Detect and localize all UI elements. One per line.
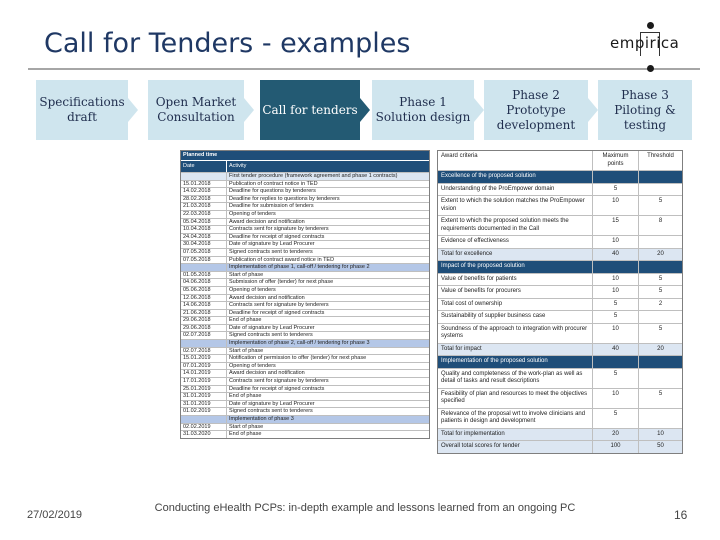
planned-activity-cell: Signed contracts sent to tenderers [229,332,313,339]
planned-activity-cell: Date of signature by Lead Procurer [229,400,315,407]
planned-time-row [181,385,429,393]
threshold-cell [639,184,682,196]
planned-time-row [181,263,429,271]
maximum-points-cell: 10 [593,389,639,408]
phase-label: Call for tenders [262,102,358,117]
phase-call-for-tenders [260,80,360,140]
award-criteria-row [438,273,682,286]
phase-arrow-icon [360,98,370,122]
planned-date-cell: 02.07.2018 [181,348,227,355]
slide-title: Call for Tenders - examples [44,28,411,59]
planned-time-row [181,415,429,423]
planned-activity-cell: Notification of permission to offer (tender) for next phase [229,355,367,362]
planned-date-cell: 29.06.2018 [181,317,227,324]
planned-time-row [181,202,429,210]
threshold-cell: 8 [658,218,663,224]
maximum-points-cell: 20 [593,429,639,441]
maximum-points-cell: 10 [593,196,639,215]
planned-activity-cell: First tender procedure (framework agreement and phase 1 contracts) [229,173,398,179]
phase-3-piloting-testing [598,80,692,140]
maximum-points-cell: 15 [593,216,639,235]
planned-activity-cell: Implementation of phase 3 [229,416,294,422]
maximum-points-cell: 5 [593,299,639,311]
award-criterion-cell: Total for impact [438,344,593,356]
planned-date-cell [181,173,227,180]
planned-activity-cell: Publication of contract notice in TED [229,180,318,187]
award-criteria-row [438,388,682,408]
award-criterion-cell: Value of benefits for procurers [438,286,593,298]
phase-label: Specifications draft [39,95,125,124]
page-number: 16 [674,508,688,522]
planned-date-cell: 14.01.2019 [181,370,227,377]
planned-date-cell: 14.06.2018 [181,302,227,309]
threshold-cell [639,311,682,323]
planned-time-row [181,369,429,377]
award-criterion-cell: Relevance of the proposal wrt to involve clinicians and patients in design and development [438,409,593,428]
threshold-cell: 2 [658,300,663,307]
award-criteria-row [438,343,682,356]
footer-date: 27/02/2019 [27,509,83,521]
planned-activity-cell: Submission of offer (tender) for next phase [229,279,334,286]
planned-activity-cell: Award decision and notification [229,218,305,225]
planned-time-row [181,271,429,279]
award-criterion-cell: Excellence of the proposed solution [438,171,593,183]
planned-date-cell: 07.05.2018 [181,257,227,264]
phase-arrow-icon [244,98,254,122]
award-criterion-cell: Implementation of the proposed solution [438,356,593,368]
phase-arrow-icon [588,98,598,122]
planned-date-cell: 25.01.2019 [181,386,227,393]
planned-time-table [180,150,430,439]
planned-time-row [181,339,429,347]
threshold-cell: 10 [657,430,664,437]
award-criteria-row [438,323,682,343]
planned-time-row [181,324,429,332]
planned-date-cell: 15.01.2018 [181,181,227,188]
planned-date-cell [181,264,227,271]
award-criterion-cell: Overall total scores for tender [438,441,593,453]
phase-label: Open Market Consultation [155,95,237,124]
planned-activity-cell: Deadline for submission of tenders [229,203,314,210]
planned-date-cell: 07.05.2018 [181,249,227,256]
planned-activity-cell: Contracts sent for signature by tenderers [229,378,329,385]
planned-time-row [181,210,429,218]
maximum-points-cell: 100 [593,441,639,453]
threshold-cell [639,356,682,368]
threshold-cell: Threshold [647,153,674,159]
planned-activity-cell: Start of phase [229,347,264,354]
threshold-cell [639,261,682,273]
planned-time-row [181,392,429,400]
maximum-points-cell: 5 [593,311,639,323]
planned-activity-cell: Deadline for receipt of signed contracts [229,233,325,240]
planned-time-row [181,301,429,309]
planned-activity-cell: Date of signature by Lead Procurer [229,241,315,248]
maximum-points-cell [593,261,639,273]
award-criteria-row [438,310,682,323]
threshold-cell: 50 [657,443,664,449]
planned-date-cell: 22.03.2018 [181,211,227,218]
award-criteria-row [438,368,682,388]
award-criterion-cell: Feasibility of plan and resources to meet the objectives specified [438,389,593,408]
phase-specifications-draft [36,80,128,140]
award-criteria-row [438,195,682,215]
award-criterion-cell: Sustainability of supplier business case [438,311,593,323]
planned-activity-cell: Award decision and notification [229,370,305,377]
planned-date-cell: 31.01.2019 [181,393,227,400]
planned-date-cell: 02.02.2019 [181,424,227,431]
planned-activity-cell: Contracts sent for signature by tenderers [229,302,329,309]
planned-time-row [181,430,429,438]
award-criteria-row [438,408,682,428]
planned-time-row [181,233,429,241]
threshold-cell: 5 [658,275,663,282]
planned-time-header: Planned time [181,151,429,160]
planned-date-cell: 05.04.2018 [181,219,227,226]
planned-time-row [181,286,429,294]
award-criteria-row [438,170,682,183]
award-criterion-cell: Impact of the proposed solution [438,261,593,273]
footer-text: Conducting eHealth PCPs: in-depth example and lessons learned from an ongoing PC [154,502,576,514]
threshold-cell: 5 [658,198,663,204]
planned-date-cell: 21.03.2018 [181,203,227,210]
maximum-points-cell: 10 [593,274,639,286]
planned-activity-cell: Start of phase [229,271,264,278]
maximum-points-cell: 5 [593,369,639,388]
maximum-points-cell: 10 [593,324,639,343]
planned-date-cell: 05.06.2018 [181,287,227,294]
planned-date-cell: 17.01.2019 [181,378,227,385]
award-criteria-row [438,151,682,170]
planned-activity-cell: Deadline for receipt of signed contracts [229,385,325,392]
threshold-cell: 20 [657,345,664,352]
planned-date-cell: 14.02.2018 [181,188,227,195]
award-criteria-row [438,260,682,273]
logo-dot-bottom [647,65,654,72]
planned-date-cell: 31.03.2020 [181,431,227,438]
planned-activity-cell: Date of signature by Lead Procurer [229,324,315,331]
award-criterion-cell: Total cost of ownership [438,299,593,311]
phase-arrow-icon [474,98,484,122]
phase-label: Phase 3 Piloting & testing [614,87,676,132]
planned-activity-cell: Implementation of phase 1, call-off / tendering for phase 2 [229,264,370,271]
planned-date-cell: 31.01.2019 [181,401,227,408]
planned-activity-cell: Start of phase [229,423,264,430]
planned-time-row [181,331,429,339]
award-criterion-cell: Value of benefits for patients [438,274,593,286]
award-criteria-row [438,440,682,453]
phase-label: Phase 1 Solution design [375,95,471,124]
planned-time-row [181,218,429,226]
award-criterion-cell: Total for excellence [438,249,593,261]
maximum-points-cell: 10 [593,286,639,298]
planned-time-row [181,400,429,408]
award-criterion-cell: Soundness of the approach to integration with procurer systems [438,324,593,343]
phase-arrow-icon [128,98,138,122]
planned-time-row [181,180,429,188]
award-criteria-row [438,248,682,261]
award-criteria-row [438,298,682,311]
planned-activity-cell: Opening of tenders [229,210,276,217]
planned-date-cell: 01.05.2018 [181,272,227,279]
planned-time-row [181,354,429,362]
maximum-points-cell: 10 [593,236,639,248]
phase-1-solution-design [372,80,474,140]
planned-time-row [181,407,429,415]
planned-activity-cell: Award decision and notification [229,294,305,301]
planned-time-row [181,362,429,370]
award-criteria-row [438,183,682,196]
planned-time-row [181,278,429,286]
logo-dot-top [647,22,654,29]
phase-2-prototype-development [484,80,588,140]
planned-activity-cell: Implementation of phase 2, call-off / tendering for phase 3 [229,340,370,347]
phase-process-bar [36,80,700,140]
planned-date-cell: 04.06.2018 [181,279,227,286]
award-criterion-cell: Extent to which the proposed solution meets the requirements documented in the Call [438,216,593,235]
planned-activity-cell: Signed contracts sent to tenderers [229,248,313,255]
planned-date-cell: 30.04.2018 [181,241,227,248]
planned-time-row [181,377,429,385]
planned-activity-cell: Signed contracts sent to tenderers [229,408,313,415]
threshold-cell [639,409,682,428]
award-criterion-cell: Extent to which the solution matches the ProEmpower vision [438,196,593,215]
planned-time-row [181,240,429,248]
planned-activity-cell: Deadline for receipt of signed contracts [229,309,325,316]
planned-date-cell: 15.01.2019 [181,355,227,362]
award-criterion-cell: Evidence of effectiveness [438,236,593,248]
planned-date-cell: 01.02.2019 [181,408,227,415]
planned-date-cell: 07.01.2019 [181,363,227,370]
planned-activity-cell: Contracts sent for signature by tenderers [229,226,329,233]
planned-activity-cell: End of phase [229,431,262,438]
planned-date-cell: 12.06.2018 [181,295,227,302]
threshold-cell [639,171,682,183]
planned-date-cell: 24.04.2018 [181,234,227,241]
activity-column-header: Activity [229,163,247,169]
threshold-cell: 5 [658,288,663,294]
empirica-logo [610,22,690,74]
phase-open-market-consultation [148,80,244,140]
threshold-cell [639,236,682,248]
planned-date-cell [181,416,227,423]
planned-time-row [181,423,429,431]
award-criteria-row [438,428,682,441]
planned-time-row [181,347,429,355]
threshold-cell: 5 [658,325,663,332]
planned-time-row [181,248,429,256]
award-criterion-cell: Award criteria [438,151,593,170]
planned-time-row [181,256,429,264]
award-criterion-cell: Quality and completeness of the work-plan as well as detail of tasks and result descriptions [438,369,593,388]
planned-activity-cell: Opening of tenders [229,286,276,293]
planned-time-row [181,225,429,233]
planned-time-row [181,294,429,302]
maximum-points-cell: 5 [593,409,639,428]
threshold-cell: 5 [658,390,663,397]
planned-time-row [181,187,429,195]
award-criteria-row [438,215,682,235]
maximum-points-cell: 40 [593,249,639,261]
award-criteria-row [438,355,682,368]
maximum-points-cell [593,171,639,183]
maximum-points-cell: 40 [593,344,639,356]
planned-time-column-headers [181,160,429,172]
award-criterion-cell: Total for implementation [438,429,593,441]
planned-activity-cell: Publication of contract award notice in TED [229,256,335,263]
threshold-cell [639,369,682,388]
planned-date-cell: 02.07.2018 [181,332,227,339]
planned-date-cell: 21.06.2018 [181,310,227,317]
planned-activity-cell: Deadline for questions by tenderers [229,188,316,195]
planned-date-cell [181,340,227,347]
award-criteria-rows [438,151,682,453]
award-criteria-table [437,150,683,454]
planned-activity-cell: Opening of tenders [229,362,276,369]
planned-time-rows [181,172,429,438]
award-criteria-row [438,235,682,248]
planned-date-cell: 10.04.2018 [181,226,227,233]
title-divider [28,68,700,70]
threshold-cell: 20 [657,250,664,257]
planned-time-row [181,316,429,324]
planned-time-row [181,172,429,180]
planned-activity-cell: End of phase [229,317,262,324]
planned-date-cell: 28.02.2018 [181,196,227,203]
maximum-points-cell: 5 [593,184,639,196]
award-criteria-row [438,285,682,298]
planned-activity-cell: End of phase [229,393,262,400]
date-column-header: Date [181,161,227,172]
award-criterion-cell: Understanding of the ProEmpower domain [438,184,593,196]
phase-label: Phase 2 Prototype development [496,87,576,132]
maximum-points-cell: Maximum points [593,151,639,170]
maximum-points-cell [593,356,639,368]
planned-activity-cell: Deadline for replies to questions by tenderers [229,195,340,202]
planned-time-row [181,309,429,317]
planned-date-cell: 29.06.2018 [181,325,227,332]
logo-text: empirica [610,34,680,52]
planned-time-row [181,195,429,203]
